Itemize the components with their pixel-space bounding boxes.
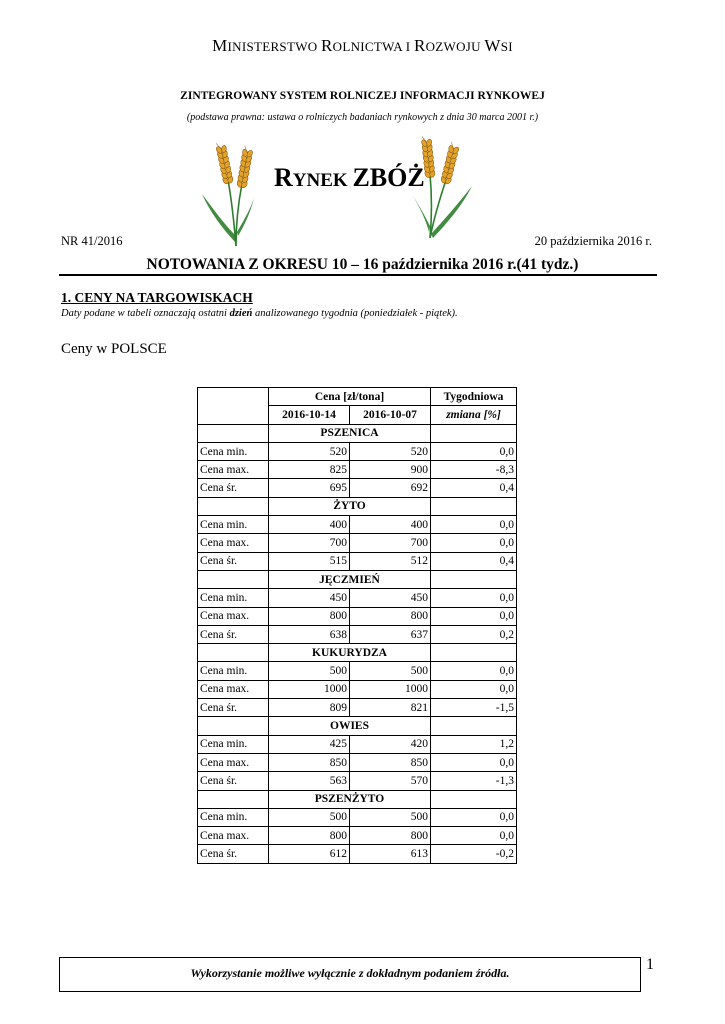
price-current: 520	[269, 442, 350, 460]
price-label: Cena min.	[198, 589, 269, 607]
price-previous: 637	[350, 625, 431, 643]
ministry-word: ROZWOJU	[413, 36, 485, 55]
price-label: Cena śr.	[198, 772, 269, 790]
price-current: 450	[269, 589, 350, 607]
issue-number: NR 41/2016	[61, 234, 123, 248]
issue-date: 20 października 2016 r.	[534, 234, 652, 248]
price-label: Cena max.	[198, 607, 269, 625]
price-current: 500	[269, 662, 350, 680]
ministry-name	[0, 36, 725, 56]
price-label: Cena max.	[198, 461, 269, 479]
section-heading: 1. CENY NA TARGOWISKACH	[61, 290, 253, 305]
table-row	[198, 479, 517, 497]
weekly-change: 0,2	[431, 625, 517, 643]
grain-name: PSZENICA	[269, 424, 431, 442]
price-label: Cena max.	[198, 827, 269, 845]
price-current: 425	[269, 735, 350, 753]
ministry-word: ROLNICTWA I	[321, 36, 414, 55]
weekly-change: 0,0	[431, 662, 517, 680]
price-previous: 570	[350, 772, 431, 790]
price-label: Cena min.	[198, 516, 269, 534]
weekly-change: -1,3	[431, 772, 517, 790]
weekly-change: -8,3	[431, 461, 517, 479]
change-header: Tygodniowa	[431, 388, 517, 406]
date-current-header: 2016-10-14	[269, 406, 350, 424]
group-blank-cell	[431, 570, 517, 588]
group-row	[198, 424, 517, 442]
wheat-ear	[214, 141, 235, 185]
price-label: Cena śr.	[198, 845, 269, 863]
price-previous: 450	[350, 589, 431, 607]
header-rule	[59, 274, 657, 276]
section-note: Daty podane w tabeli oznaczają ostatni dzień analizowanego tygodnia (poniedziałek - piątek).	[61, 308, 458, 319]
group-row	[198, 717, 517, 735]
quotation-period: NOTOWANIA Z OKRESU 10 – 16 października 2016 r.(41 tydz.)	[146, 256, 579, 273]
group-blank-cell	[198, 790, 269, 808]
price-previous: 400	[350, 516, 431, 534]
weekly-change: 0,0	[431, 442, 517, 460]
price-previous: 1000	[350, 680, 431, 698]
table-row	[198, 772, 517, 790]
footer-note: Wykorzystanie możliwe wyłącznie z dokładnym podaniem źródła.	[190, 966, 510, 980]
price-previous: 850	[350, 753, 431, 771]
price-previous: 692	[350, 479, 431, 497]
group-blank-cell	[198, 424, 269, 442]
wheat-leaf	[431, 186, 472, 238]
price-current: 1000	[269, 680, 350, 698]
weekly-change: 0,0	[431, 607, 517, 625]
weekly-change: 0,0	[431, 516, 517, 534]
wheat-icon	[198, 132, 258, 248]
table-row	[198, 699, 517, 717]
price-previous: 613	[350, 845, 431, 863]
legal-basis: (podstawa prawna: ustawa o rolniczych badaniach rynkowych z dnia 30 marca 2001 r.)	[186, 112, 539, 123]
wheat-stalk	[236, 184, 242, 246]
publication-title: RYNEK ZBÓŻ	[274, 163, 425, 192]
weekly-change: -1,5	[431, 699, 517, 717]
price-label: Cena max.	[198, 753, 269, 771]
price-current: 500	[269, 808, 350, 826]
price-label: Cena śr.	[198, 625, 269, 643]
group-blank-cell	[431, 790, 517, 808]
table-row	[198, 808, 517, 826]
weekly-change: 0,0	[431, 534, 517, 552]
table-row	[198, 845, 517, 863]
price-current: 800	[269, 607, 350, 625]
price-current: 612	[269, 845, 350, 863]
wheat-leaf	[412, 194, 430, 232]
price-label: Cena min.	[198, 442, 269, 460]
weekly-change: 0,0	[431, 808, 517, 826]
weekly-change: 0,0	[431, 589, 517, 607]
price-current: 515	[269, 552, 350, 570]
table-row	[198, 552, 517, 570]
group-blank-cell	[431, 717, 517, 735]
group-blank-cell	[198, 644, 269, 662]
group-blank-cell	[198, 717, 269, 735]
grain-name: OWIES	[269, 717, 431, 735]
price-label: Cena max.	[198, 680, 269, 698]
grain-name: PSZENŻYTO	[269, 790, 431, 808]
table-row	[198, 516, 517, 534]
table-row	[198, 461, 517, 479]
price-current: 850	[269, 753, 350, 771]
wheat-ear	[235, 145, 254, 189]
price-previous: 420	[350, 735, 431, 753]
weekly-change: -0,2	[431, 845, 517, 863]
weekly-change: 0,0	[431, 827, 517, 845]
price-current: 638	[269, 625, 350, 643]
table-row	[198, 589, 517, 607]
price-previous: 512	[350, 552, 431, 570]
group-row	[198, 644, 517, 662]
price-label: Cena min.	[198, 808, 269, 826]
price-label: Cena śr.	[198, 699, 269, 717]
wheat-ear	[439, 141, 461, 185]
price-label: Cena śr.	[198, 552, 269, 570]
wheat-leaf	[237, 198, 254, 236]
price-previous: 821	[350, 699, 431, 717]
grain-name: JĘCZMIEŃ	[269, 570, 431, 588]
group-blank-cell	[431, 424, 517, 442]
ministry-word: MINISTERSTWO	[212, 36, 322, 55]
table-row	[198, 442, 517, 460]
group-row	[198, 790, 517, 808]
table-corner-cell	[198, 388, 269, 425]
table-row	[198, 534, 517, 552]
group-row	[198, 570, 517, 588]
price-current: 695	[269, 479, 350, 497]
price-current: 800	[269, 827, 350, 845]
change-unit-header: zmiana [%]	[431, 406, 517, 424]
price-label: Cena min.	[198, 662, 269, 680]
price-current: 809	[269, 699, 350, 717]
table-row	[198, 662, 517, 680]
group-blank-cell	[431, 644, 517, 662]
system-name: ZINTEGROWANY SYSTEM ROLNICZEJ INFORMACJI RYNKOWEJ	[180, 90, 545, 102]
price-label: Cena max.	[198, 534, 269, 552]
page-number: 1	[646, 956, 654, 973]
table-row	[198, 680, 517, 698]
group-blank-cell	[198, 497, 269, 515]
grain-name: KUKURYDZA	[269, 644, 431, 662]
price-header: Cena [zł/tona]	[269, 388, 431, 406]
table-row	[198, 625, 517, 643]
weekly-change: 0,4	[431, 479, 517, 497]
price-previous: 700	[350, 534, 431, 552]
grain-name: ŻYTO	[269, 497, 431, 515]
price-previous: 900	[350, 461, 431, 479]
weekly-change: 1,2	[431, 735, 517, 753]
group-row	[198, 497, 517, 515]
table-row	[198, 607, 517, 625]
weekly-change: 0,4	[431, 552, 517, 570]
price-previous: 800	[350, 827, 431, 845]
price-current: 563	[269, 772, 350, 790]
group-blank-cell	[198, 570, 269, 588]
ministry-word: WSI	[484, 36, 513, 55]
price-label: Cena śr.	[198, 479, 269, 497]
weekly-change: 0,0	[431, 680, 517, 698]
weekly-change: 0,0	[431, 753, 517, 771]
price-previous: 500	[350, 808, 431, 826]
table-row	[198, 753, 517, 771]
price-previous: 520	[350, 442, 431, 460]
price-previous: 500	[350, 662, 431, 680]
group-blank-cell	[431, 497, 517, 515]
table-row	[198, 827, 517, 845]
price-current: 825	[269, 461, 350, 479]
price-label: Cena min.	[198, 735, 269, 753]
table-header-row	[198, 388, 517, 406]
date-previous-header: 2016-10-07	[350, 406, 431, 424]
price-previous: 800	[350, 607, 431, 625]
country-heading: Ceny w POLSCE	[61, 341, 167, 357]
price-current: 700	[269, 534, 350, 552]
price-current: 400	[269, 516, 350, 534]
table-row	[198, 735, 517, 753]
price-table	[197, 387, 517, 864]
